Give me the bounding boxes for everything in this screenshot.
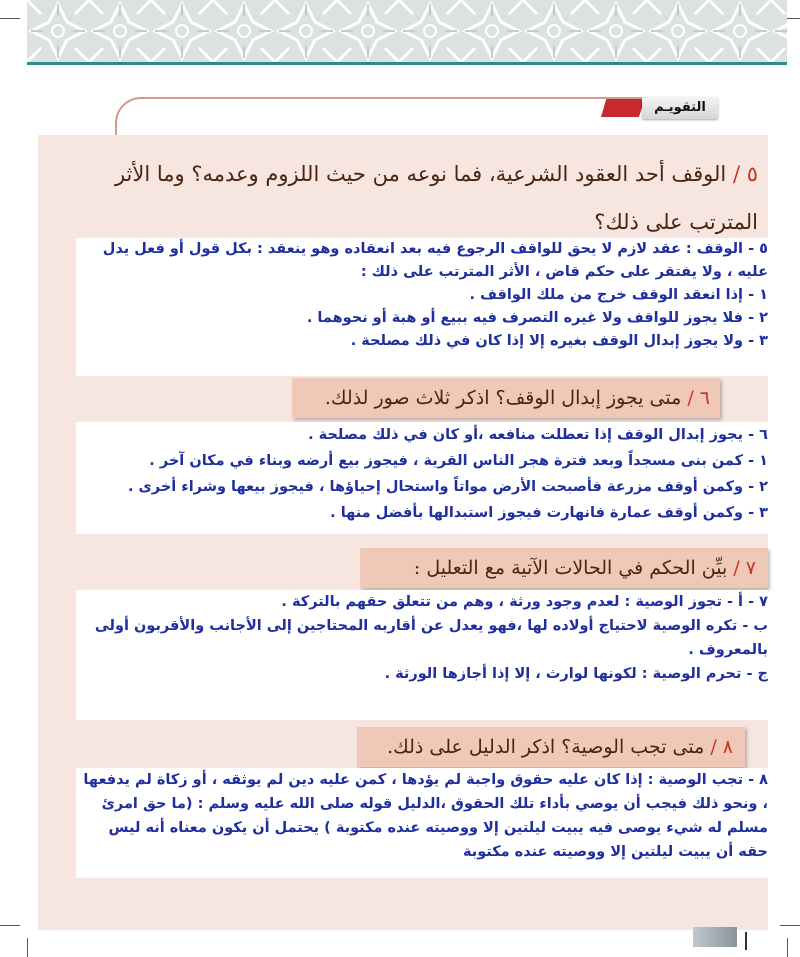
question-text: الوقف أحد العقود الشرعية، فما نوعه من حيث اللزوم وعدمه؟ وما الأثر المترتب على ذلك؟ (114, 162, 758, 234)
crop-mark (27, 938, 28, 957)
answer-line: ٦ - يجوز إبدال الوقف إذا تعطلت منافعه ،أو كان في ذلك مصلحة . (308, 427, 768, 443)
answer-line: ج - تحرم الوصية : لكونها لوارث ، إلا إذا أجازها الورثة . (384, 666, 768, 682)
crop-mark (780, 925, 800, 926)
question-text: متى يجوز إبدال الوقف؟ اذكر ثلاث صور لذلك. (324, 387, 682, 409)
answer-line: ١ - إذا انعقد الوقف خرج من ملك الواقف . (469, 287, 768, 303)
answer-line: ٢ - وكمن أوقف مزرعة فأصبحت الأرض مواتاً واستحال إحياؤها ، فيجوز بيعها وشراء أخرى . (127, 479, 768, 495)
answer-line: ب - تكره الوصية لاحتياج أولاده لها ،فهو يعدل عن أقاربه المحتاجين إلى الأجانب والأقربون أولى بالمعروف . (94, 618, 768, 658)
answer-6 (76, 422, 768, 534)
answer-8 (76, 768, 768, 878)
answer-line: ٣ - ولا يجوز إبدال الوقف بغيره إلا إذا كان في ذلك مصلحة . (350, 333, 768, 349)
question-8 (357, 727, 745, 767)
banner-divider (27, 62, 787, 65)
section-tab-accent (601, 99, 645, 117)
question-text: متى تجب الوصية؟ اذكر الدليل على ذلك. (387, 736, 705, 758)
answer-line: ٥ - الوقف : عقد لازم لا يحق للواقف الرجوع فيه بعد انعقاده وهو ينعقد : بكل قول أو فعل يدل عليه ، ولا يفتقر على حكم قاض ، الأثر المترتب على ذلك : (102, 241, 768, 280)
section-label: التقويـم (642, 97, 718, 119)
answer-line: ٧ - أ - تجوز الوصية : لعدم وجود ورثة ، وهم من تتعلق حقهم بالتركة . (281, 594, 768, 610)
crop-mark (0, 18, 20, 19)
question-6 (292, 378, 720, 418)
answer-line: ١ - كمن بنى مسجداً وبعد فترة هجر الناس القرية ، فيجوز بيع أرضه وبناء في مكان آخر . (149, 453, 768, 469)
answer-5 (76, 238, 768, 376)
answer-7 (76, 590, 768, 720)
page-marker (693, 927, 737, 947)
page-marker-line (745, 932, 747, 950)
question-5 (78, 150, 758, 246)
question-number: ٦ / (687, 387, 710, 409)
crop-mark (787, 938, 788, 957)
question-7 (360, 548, 768, 588)
question-number: ٧ / (733, 557, 756, 579)
question-number: ٨ / (710, 736, 733, 758)
question-text: بيِّن الحكم في الحالات الآتية مع التعليل : (413, 557, 728, 579)
answer-line: ٣ - وكمن أوقف عمارة فانهارت فيجوز استبدالها بأفضل منها . (330, 505, 768, 521)
answer-line: ٨ - تجب الوصية : إذا كان عليه حقوق واجبة لم يؤدها ، كمن عليه دين لم يوثقه ، أو زكاة لم يدفعها ، ونحو ذلك فيجب أن يوصي بأداء تلك الحقوق ،الدليل قوله صلى الله عليه وسلم : (ما حق امرئ مسلم له شيء يوصى فيه يبيت ليلتين إلا ووصيته عنده مكتوبة ) يحتمل أن يكون معناه أنه ليس حقه أن يبيت ليلتين إلا ووصيته عنده مكتوبة (83, 772, 768, 860)
answer-line: ٢ - فلا يجوز للواقف ولا غيره التصرف فيه ببيع أو هبة أو نحوهما . (306, 310, 768, 326)
geometric-pattern-banner-icon (27, 0, 787, 62)
crop-mark (0, 925, 20, 926)
question-number: ٥ / (732, 162, 758, 186)
